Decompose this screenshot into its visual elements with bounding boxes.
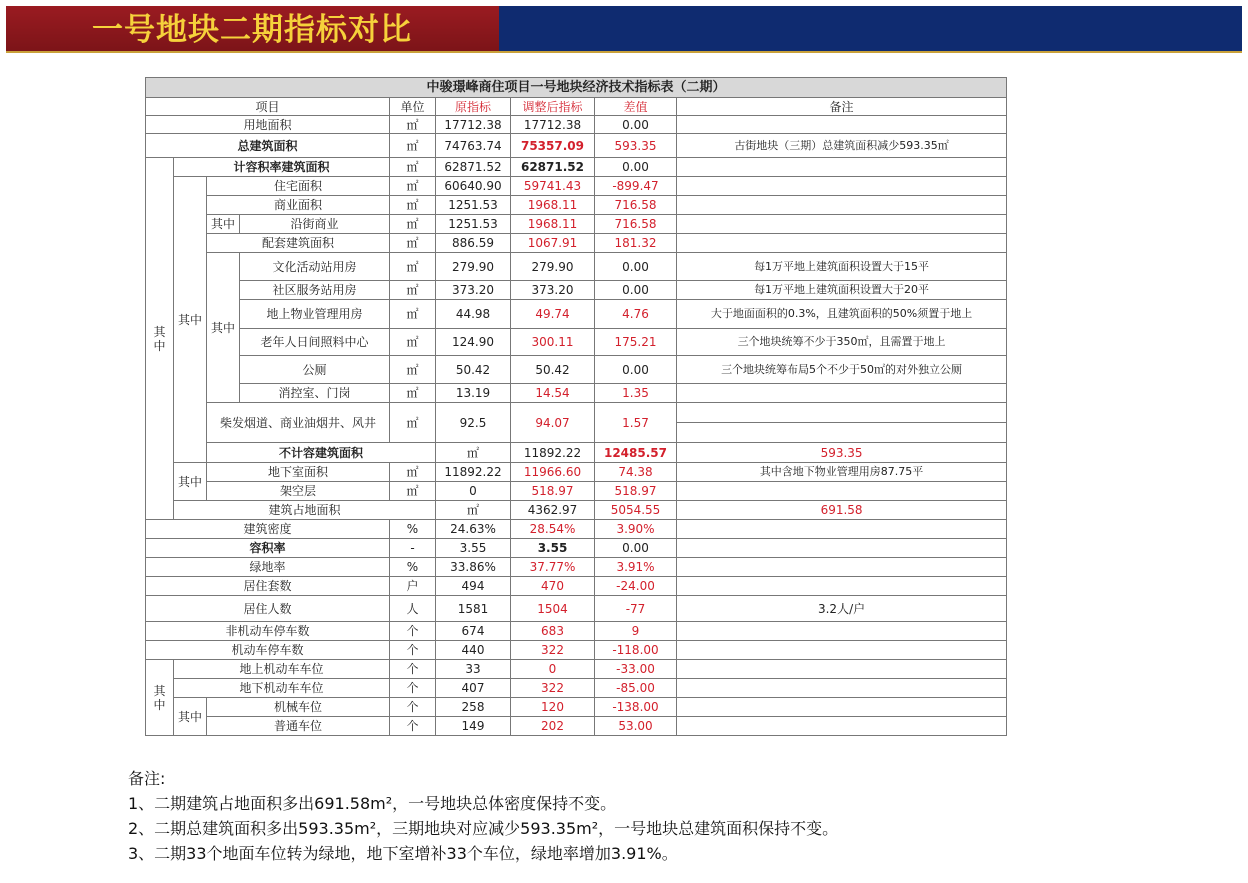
- row-label: 社区服务站用房: [240, 281, 390, 300]
- row-remark: 大于地面面积的0.3%，且建筑面积的50%须置于地上: [677, 300, 1007, 329]
- row-unit: %: [390, 520, 436, 539]
- row-orig: 1251.53: [436, 196, 511, 215]
- table-row: [146, 520, 1007, 539]
- row-unit: 个: [390, 698, 436, 717]
- row-adjusted: 37.77%: [511, 558, 595, 577]
- row-unit: ㎡: [390, 158, 436, 177]
- group-qizhong-parking: 其中: [174, 698, 207, 736]
- row-diff: 0.00: [595, 116, 677, 134]
- row-adjusted: 12485.57: [595, 443, 677, 463]
- row-orig: 0: [436, 482, 511, 501]
- group-qizhong-supporting: 其中: [207, 253, 240, 403]
- table-row: [146, 215, 1007, 234]
- row-orig: 92.5: [436, 403, 511, 443]
- header-diff: 差值: [595, 98, 677, 116]
- row-remark: 每1万平地上建筑面积设置大于20平: [677, 281, 1007, 300]
- table-row: [146, 196, 1007, 215]
- row-label: 容积率: [146, 539, 390, 558]
- row-label: 建筑占地面积: [174, 501, 436, 520]
- table-row: [146, 539, 1007, 558]
- row-label: 配套建筑面积: [207, 234, 390, 253]
- row-orig: 4362.97: [511, 501, 595, 520]
- row-adjusted: 49.74: [511, 300, 595, 329]
- row-unit: 个: [390, 622, 436, 641]
- row-orig: 33.86%: [436, 558, 511, 577]
- row-orig: 440: [436, 641, 511, 660]
- row-unit: 个: [390, 717, 436, 736]
- row-unit: ㎡: [390, 253, 436, 281]
- row-adjusted: 1067.91: [511, 234, 595, 253]
- row-diff: 691.58: [677, 501, 1007, 520]
- row-label: 地下机动车车位: [174, 679, 390, 698]
- table-row: [146, 281, 1007, 300]
- table-row: [146, 482, 1007, 501]
- table-row: [146, 134, 1007, 158]
- row-label: 地下室面积: [207, 463, 390, 482]
- row-adjusted: 120: [511, 698, 595, 717]
- group-qizhong-vertical: 其 中: [146, 158, 174, 520]
- row-diff: 716.58: [595, 196, 677, 215]
- table-row: [146, 641, 1007, 660]
- navy-bar: [499, 6, 1242, 51]
- row-remark: 三个地块统筹布局5个不少于50㎡的对外独立公厕: [677, 356, 1007, 384]
- row-remark: [677, 177, 1007, 196]
- group-qizhong-commercial: 其中: [207, 215, 240, 234]
- row-diff: -118.00: [595, 641, 677, 660]
- header-unit: 单位: [390, 98, 436, 116]
- row-unit: ㎡: [390, 134, 436, 158]
- row-orig: 407: [436, 679, 511, 698]
- row-diff: 53.00: [595, 717, 677, 736]
- row-unit: ㎡: [390, 196, 436, 215]
- row-remark: [677, 558, 1007, 577]
- row-adjusted: 5054.55: [595, 501, 677, 520]
- row-label: 普通车位: [207, 717, 390, 736]
- table-row: [146, 234, 1007, 253]
- row-remark: [677, 116, 1007, 134]
- row-adjusted: 202: [511, 717, 595, 736]
- row-unit: ㎡: [390, 403, 436, 443]
- table-row: [146, 116, 1007, 134]
- row-unit: ㎡: [390, 384, 436, 403]
- row-label: 用地面积: [146, 116, 390, 134]
- row-diff: 9: [595, 622, 677, 641]
- row-label: 总建筑面积: [146, 134, 390, 158]
- row-orig: 149: [436, 717, 511, 736]
- row-unit: 个: [390, 641, 436, 660]
- table-row: [146, 501, 1007, 520]
- row-orig: 17712.38: [436, 116, 511, 134]
- row-remark: [677, 520, 1007, 539]
- row-label: 非机动车停车数: [146, 622, 390, 641]
- row-unit: ㎡: [390, 329, 436, 356]
- row-unit: ㎡: [390, 234, 436, 253]
- table-row: [146, 300, 1007, 329]
- table-row: [146, 253, 1007, 281]
- row-orig: 60640.90: [436, 177, 511, 196]
- row-label: 不计容建筑面积: [207, 443, 436, 463]
- header-remark: 备注: [677, 98, 1007, 116]
- row-orig: 3.55: [436, 539, 511, 558]
- table-row: [146, 158, 1007, 177]
- row-diff: 1.57: [595, 403, 677, 443]
- row-adjusted: 50.42: [511, 356, 595, 384]
- row-orig: 62871.52: [436, 158, 511, 177]
- table-row: [146, 558, 1007, 577]
- row-diff: 0.00: [595, 539, 677, 558]
- row-unit: ㎡: [390, 177, 436, 196]
- page-title: 一号地块二期指标对比: [92, 12, 412, 48]
- row-orig: 50.42: [436, 356, 511, 384]
- header-orig: 原指标: [436, 98, 511, 116]
- row-diff: -899.47: [595, 177, 677, 196]
- row-adjusted: 1968.11: [511, 215, 595, 234]
- row-label: 地上机动车车位: [174, 660, 390, 679]
- row-unit: ㎡: [390, 116, 436, 134]
- row-adjusted: 300.11: [511, 329, 595, 356]
- row-orig: 373.20: [436, 281, 511, 300]
- row-remark: [677, 679, 1007, 698]
- row-remark: [677, 384, 1007, 403]
- row-remark-extra: [677, 423, 1007, 443]
- row-adjusted: 470: [511, 577, 595, 596]
- table-row: [146, 698, 1007, 717]
- table-row: [146, 443, 1007, 463]
- row-remark: [677, 622, 1007, 641]
- row-label: 沿街商业: [240, 215, 390, 234]
- row-label: 机械车位: [207, 698, 390, 717]
- row-label: 商业面积: [207, 196, 390, 215]
- row-remark: [677, 482, 1007, 501]
- row-diff: 0.00: [595, 281, 677, 300]
- row-remark: [677, 717, 1007, 736]
- row-adjusted: 322: [511, 641, 595, 660]
- row-label: 地上物业管理用房: [240, 300, 390, 329]
- row-adjusted: 94.07: [511, 403, 595, 443]
- row-label: 文化活动站用房: [240, 253, 390, 281]
- table-row: [146, 596, 1007, 622]
- row-remark: 其中含地下物业管理用房87.75平: [677, 463, 1007, 482]
- row-adjusted: 518.97: [511, 482, 595, 501]
- table-row: [146, 463, 1007, 482]
- row-remark: [677, 577, 1007, 596]
- row-label: 计容积率建筑面积: [174, 158, 390, 177]
- group-qizhong-nonfar: 其中: [174, 463, 207, 501]
- row-adjusted: 279.90: [511, 253, 595, 281]
- remark-item: 2、二期总建筑面积多出593.35m²，三期地块对应减少593.35m²，一号地块总建筑面积保持不变。: [128, 819, 839, 838]
- table-caption: 中骏璟峰商住项目一号地块经济技术指标表（二期）: [146, 78, 1007, 98]
- table-row: [146, 329, 1007, 356]
- row-diff: 593.35: [677, 443, 1007, 463]
- row-diff: 181.32: [595, 234, 677, 253]
- row-diff: 716.58: [595, 215, 677, 234]
- row-adjusted: 59741.43: [511, 177, 595, 196]
- row-label: 消控室、门岗: [240, 384, 390, 403]
- row-diff: 0.00: [595, 356, 677, 384]
- row-unit: -: [390, 539, 436, 558]
- row-diff: 3.90%: [595, 520, 677, 539]
- row-orig: 494: [436, 577, 511, 596]
- row-diff: -138.00: [595, 698, 677, 717]
- row-adjusted: 11966.60: [511, 463, 595, 482]
- row-unit: 户: [390, 577, 436, 596]
- row-diff: 0.00: [595, 253, 677, 281]
- table-row: [146, 577, 1007, 596]
- table-row: [146, 717, 1007, 736]
- row-orig: 11892.22: [436, 463, 511, 482]
- row-diff: 1.35: [595, 384, 677, 403]
- row-adjusted: 322: [511, 679, 595, 698]
- row-orig: 1581: [436, 596, 511, 622]
- remark-item: 3、二期33个地面车位转为绿地，地下室增补33个车位，绿地率增加3.91%。: [128, 844, 678, 863]
- row-diff: 4.76: [595, 300, 677, 329]
- row-orig: 33: [436, 660, 511, 679]
- group-qizhong-vertical-parking: 其 中: [146, 660, 174, 736]
- table-row: [146, 384, 1007, 403]
- row-orig: 124.90: [436, 329, 511, 356]
- row-label: 老年人日间照料中心: [240, 329, 390, 356]
- row-remark: [677, 196, 1007, 215]
- row-remark: 古街地块（三期）总建筑面积减少593.35㎡: [677, 134, 1007, 158]
- row-orig: 279.90: [436, 253, 511, 281]
- row-diff: 74.38: [595, 463, 677, 482]
- group-qizhong-far: 其中: [174, 177, 207, 463]
- row-remark: [677, 215, 1007, 234]
- row-adjusted: 1504: [511, 596, 595, 622]
- row-adjusted: 14.54: [511, 384, 595, 403]
- header-item: 项目: [146, 98, 390, 116]
- row-orig: 74763.74: [436, 134, 511, 158]
- row-diff: -24.00: [595, 577, 677, 596]
- row-orig: 24.63%: [436, 520, 511, 539]
- table-row: [146, 177, 1007, 196]
- row-diff: 3.91%: [595, 558, 677, 577]
- row-diff: 593.35: [595, 134, 677, 158]
- row-unit: 人: [390, 596, 436, 622]
- row-remark: [677, 158, 1007, 177]
- row-adjusted: 683: [511, 622, 595, 641]
- row-orig: 11892.22: [511, 443, 595, 463]
- row-label: 建筑密度: [146, 520, 390, 539]
- row-unit: ㎡: [390, 300, 436, 329]
- row-diff: 518.97: [595, 482, 677, 501]
- row-orig: 886.59: [436, 234, 511, 253]
- row-unit: ㎡: [390, 281, 436, 300]
- row-diff: -85.00: [595, 679, 677, 698]
- row-adjusted: 75357.09: [511, 134, 595, 158]
- row-label: 居住人数: [146, 596, 390, 622]
- row-orig: 13.19: [436, 384, 511, 403]
- row-remark: 三个地块统筹不少于350㎡，且需置于地上: [677, 329, 1007, 356]
- row-unit: ㎡: [390, 356, 436, 384]
- remarks-title: 备注:: [128, 769, 166, 788]
- table-caption-row: [146, 78, 1007, 98]
- row-diff: 175.21: [595, 329, 677, 356]
- table-row: [146, 403, 1007, 423]
- row-unit: ㎡: [436, 501, 511, 520]
- row-remark: [677, 234, 1007, 253]
- remark-item: 1、二期建筑占地面积多出691.58m²，一号地块总体密度保持不变。: [128, 794, 617, 813]
- row-orig: 1251.53: [436, 215, 511, 234]
- row-unit: ㎡: [390, 215, 436, 234]
- table-header-row: [146, 98, 1007, 116]
- row-label: 绿地率: [146, 558, 390, 577]
- header-divider: [6, 51, 1242, 53]
- row-remark: [677, 403, 1007, 423]
- row-unit: ㎡: [436, 443, 511, 463]
- row-label: 住宅面积: [207, 177, 390, 196]
- row-orig: 44.98: [436, 300, 511, 329]
- row-diff: 0.00: [595, 158, 677, 177]
- row-label: 柴发烟道、商业油烟井、风井: [207, 403, 390, 443]
- row-orig: 674: [436, 622, 511, 641]
- row-adjusted: 0: [511, 660, 595, 679]
- row-unit: 个: [390, 660, 436, 679]
- row-label: 居住套数: [146, 577, 390, 596]
- row-remark: [677, 539, 1007, 558]
- table-row: [146, 622, 1007, 641]
- indicator-table: [145, 77, 1007, 736]
- row-remark: [677, 641, 1007, 660]
- header-adjusted: 调整后指标: [511, 98, 595, 116]
- row-adjusted: 373.20: [511, 281, 595, 300]
- row-adjusted: 3.55: [511, 539, 595, 558]
- row-unit: ㎡: [390, 482, 436, 501]
- row-remark: [677, 698, 1007, 717]
- remarks-block: [128, 766, 1028, 866]
- row-label: 公厕: [240, 356, 390, 384]
- row-label: 架空层: [207, 482, 390, 501]
- row-remark: 3.2人/户: [677, 596, 1007, 622]
- row-remark: 每1万平地上建筑面积设置大于15平: [677, 253, 1007, 281]
- row-diff: -33.00: [595, 660, 677, 679]
- row-adjusted: 1968.11: [511, 196, 595, 215]
- row-unit: 个: [390, 679, 436, 698]
- row-orig: 258: [436, 698, 511, 717]
- row-unit: %: [390, 558, 436, 577]
- table-row: [146, 660, 1007, 679]
- row-unit: ㎡: [390, 463, 436, 482]
- row-adjusted: 17712.38: [511, 116, 595, 134]
- row-label: 机动车停车数: [146, 641, 390, 660]
- table-row: [146, 356, 1007, 384]
- row-remark: [677, 660, 1007, 679]
- row-adjusted: 28.54%: [511, 520, 595, 539]
- table-row: [146, 679, 1007, 698]
- row-diff: -77: [595, 596, 677, 622]
- row-adjusted: 62871.52: [511, 158, 595, 177]
